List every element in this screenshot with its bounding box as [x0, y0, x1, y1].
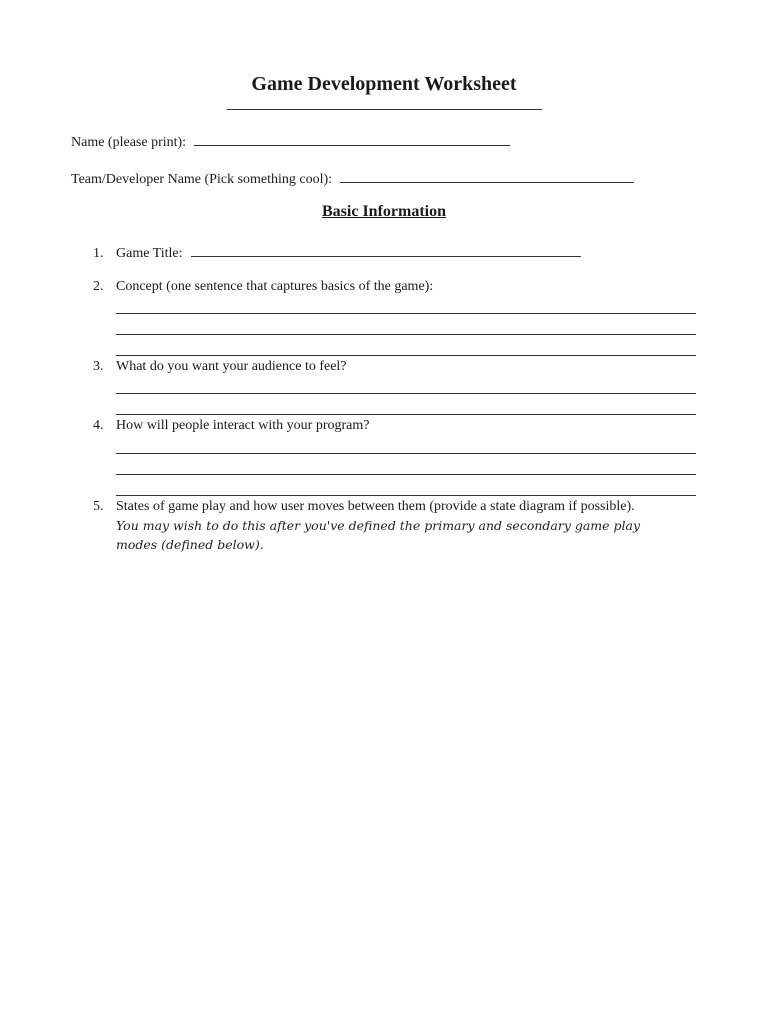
name-label: Name (please print): — [71, 135, 187, 150]
name-field-row — [71, 133, 510, 151]
item-text: How will people interact with your program? — [116, 418, 370, 433]
answer-line[interactable] — [116, 334, 696, 335]
item-number: 3. — [93, 359, 104, 374]
team-field-row — [71, 170, 634, 188]
name-blank[interactable] — [194, 133, 510, 146]
answer-line[interactable] — [116, 453, 696, 454]
title-underline — [227, 109, 542, 110]
team-label: Team/Developer Name (Pick something cool): — [71, 172, 333, 187]
item-number: 1. — [93, 246, 104, 261]
list-item-5 — [93, 499, 635, 515]
team-blank[interactable] — [340, 170, 634, 183]
item-number: 2. — [93, 279, 104, 294]
item-text: States of game play and how user moves between them (provide a state diagram if possible). — [116, 499, 635, 514]
answer-line[interactable] — [116, 355, 696, 356]
answer-line[interactable] — [116, 495, 696, 496]
item-number: 5. — [93, 499, 104, 514]
answer-line[interactable] — [116, 414, 696, 415]
page-title: Game Development Worksheet — [251, 73, 517, 95]
list-item-2 — [93, 279, 433, 295]
list-item-3 — [93, 359, 347, 375]
answer-line[interactable] — [116, 393, 696, 394]
list-item-1 — [93, 244, 581, 262]
list-item-4 — [93, 418, 369, 434]
answer-line[interactable] — [116, 313, 696, 314]
section-heading: Basic Information — [322, 203, 446, 220]
item-text: Concept (one sentence that captures basics of the game): — [116, 279, 434, 294]
item-text: What do you want your audience to feel? — [116, 359, 347, 374]
answer-line[interactable] — [116, 474, 696, 475]
item-5-note: You may wish to do this after you've defined the primary and secondary game play modes (defined below). — [116, 518, 641, 552]
game-title-blank[interactable] — [191, 244, 581, 257]
item-number: 4. — [93, 418, 104, 433]
item-text: Game Title: — [116, 246, 183, 261]
